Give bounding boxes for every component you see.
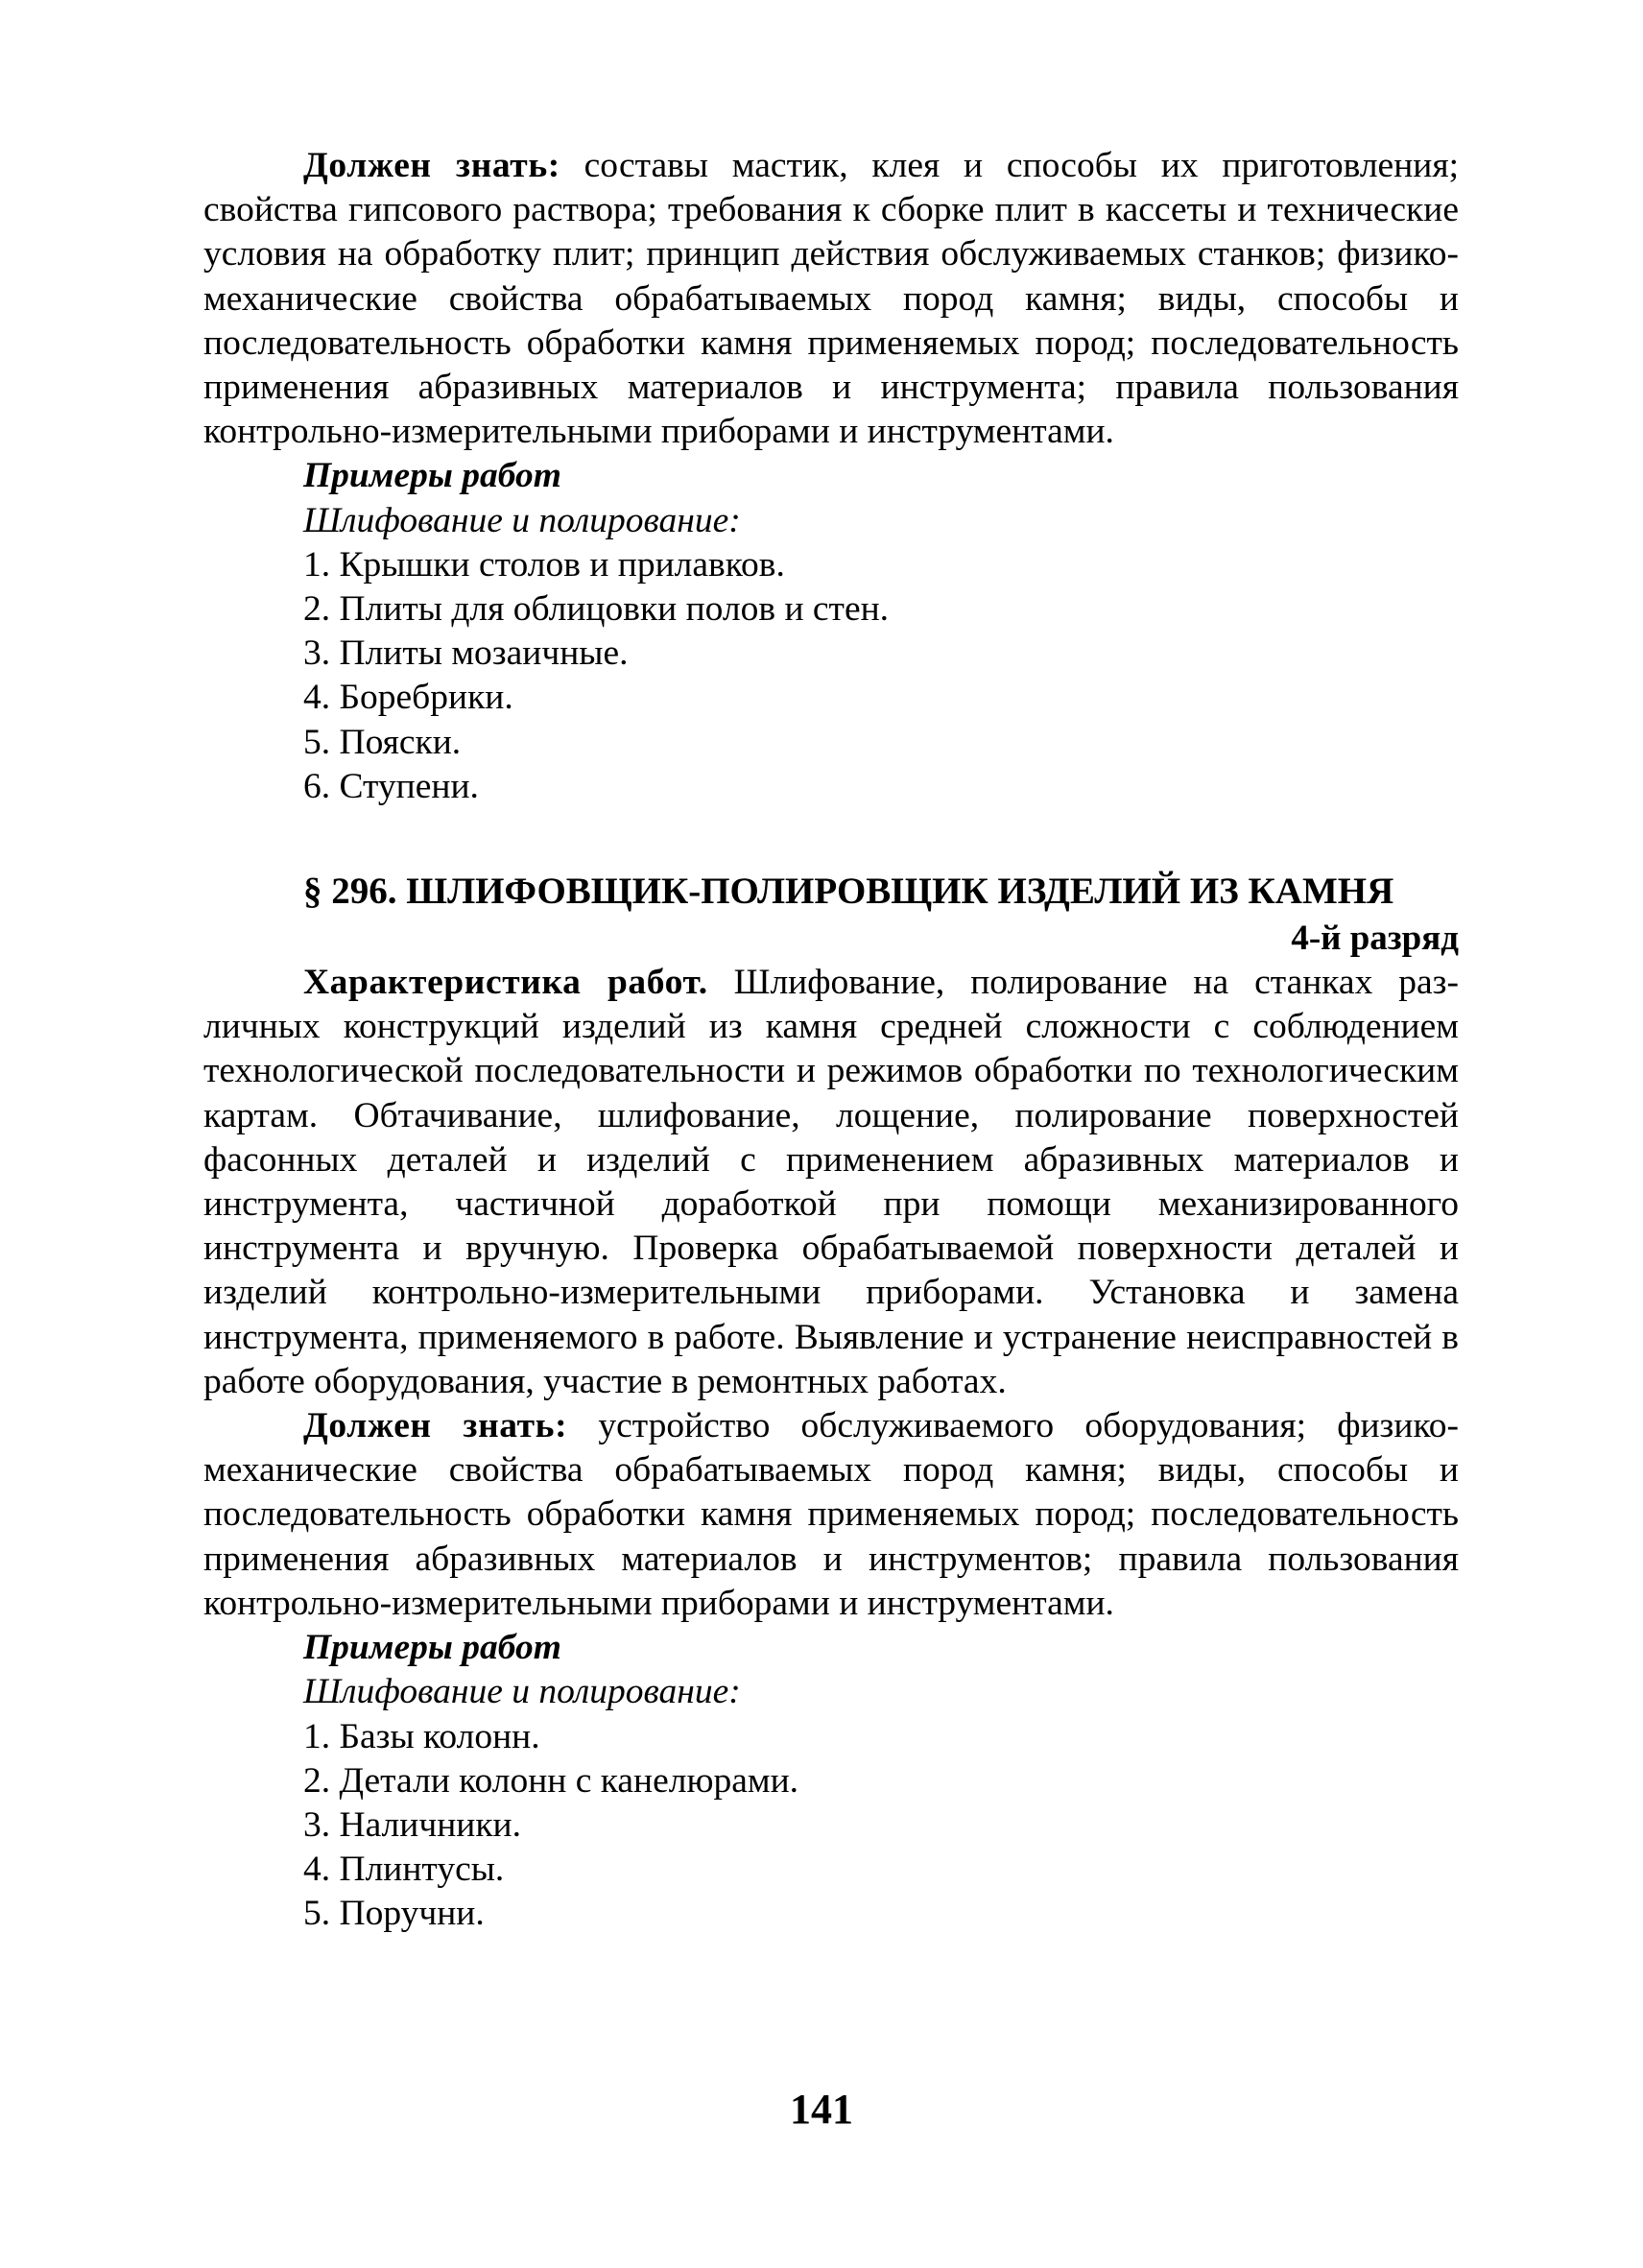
examples-subheading: Шлифование и полирование:: [303, 500, 741, 540]
characteristics-lead: Характеристика работ.: [303, 963, 708, 1003]
knowledge-lead: Должен знать:: [303, 146, 560, 185]
grade-label: 4-й разряд: [1291, 919, 1459, 959]
examples-list-bottom: [203, 1715, 1459, 1937]
list-item: 3. Плиты мозаичные.: [303, 633, 629, 674]
list-item: 3. Наличники.: [303, 1804, 521, 1845]
examples-list-top: [203, 543, 1459, 809]
list-item: 4. Плинтусы.: [303, 1850, 505, 1890]
page-body: [203, 144, 1459, 1937]
list-item: 6. Ступени.: [303, 766, 479, 806]
section-title: § 296. ШЛИФОВЩИК-ПОЛИРОВЩИК ИЗДЕЛИЙ ИЗ КАМНЯ: [303, 871, 1394, 913]
list-item: 5. Пояски.: [303, 722, 462, 762]
knowledge-lead: Должен знать:: [303, 1406, 568, 1446]
examples-subheading: Шлифование и полирование:: [303, 1672, 741, 1712]
list-item: 2. Плиты для облицовки полов и стен.: [303, 589, 890, 630]
list-item: 2. Детали колонн с канелюрами.: [303, 1760, 799, 1801]
characteristics-paragraph: [203, 961, 1459, 1404]
list-item: 5. Поручни.: [303, 1894, 485, 1934]
characteristics-text: Шлифование, полирование на станках различных конструкций изделий из камня средней сложности с соблюдением технологической последовательности и режимов обработки по технологическим картам. Обтачивание, шлифование, лощение, полирование поверхностей фасонных деталей и изделий с применением абразивных материалов и инструмента, частичной доработкой при помощи механизированного инструмента и вручную. Проверка обрабатываемой поверхности деталей и изделий контрольно-измерительными приборами. Установка и замена инструмента, применяемого в работе. Выявление и устранение неисправностей в работе оборудования, участие в ремонтных работах.: [203, 963, 1459, 1401]
list-item: 4. Боребрики.: [303, 678, 513, 718]
knowledge-text: устройство обслуживаемого оборудования; физико-механические свойства обрабатываемых пород камня; виды, способы и последовательность обработки камня применяемых пород; последовательность применения абразивных материалов и инструментов; правила пользования контрольно-измерительными приборами и инструментами.: [203, 1406, 1459, 1623]
knowledge-text: составы мастик, клея и способы их приготовления; свойства гипсового раствора; требования к сборке плит в кассеты и технические условия на обработку плит; принцип действия обслуживаемых станков; физико-механические свойства обрабатываемых пород камня; виды, способы и последовательность обработки камня применяемых пород; последовательность применения абразивных материалов и инструмента; правила пользования контрольно-измерительными приборами и инструментами.: [203, 146, 1459, 452]
examples-heading: Примеры работ: [303, 1628, 561, 1668]
knowledge-paragraph: [203, 1404, 1459, 1626]
page-number: 141: [790, 2086, 853, 2133]
examples-heading: Примеры работ: [303, 456, 561, 496]
list-item: 1. Базы колонн.: [303, 1716, 540, 1756]
list-item: 1. Крышки столов и прилавков.: [303, 544, 785, 585]
knowledge-paragraph-top: [203, 144, 1459, 454]
